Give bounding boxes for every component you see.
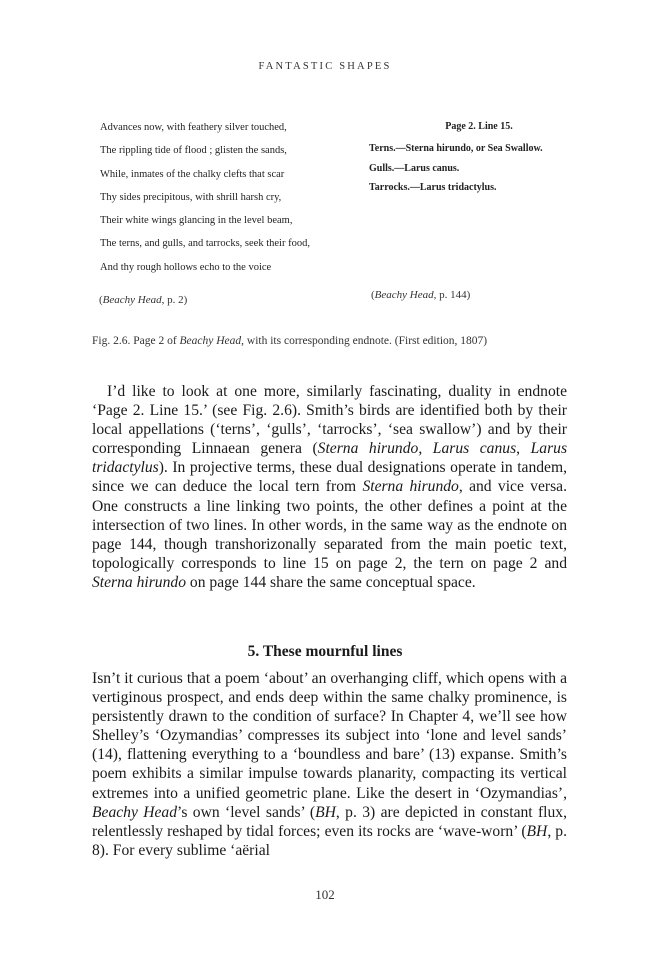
poem-line: And thy rough hollows echo to the voice (100, 261, 272, 273)
endnote-excerpt (369, 121, 579, 198)
endnote-line: Terns.—Sterna hirundo, or Sea Swallow. (369, 143, 543, 154)
endnote-line: Tarrocks.—Larus tridactylus. (369, 182, 497, 193)
poem-line: While, inmates of the chalky clefts that scar (100, 168, 285, 180)
source-title: Beachy Head (374, 289, 434, 301)
section-heading: 5. These mournful lines (247, 643, 403, 660)
figure-2-6 (97, 110, 577, 360)
poem-line: Their white wings glancing in the level beam, (100, 215, 293, 227)
body-paragraph-2: Isn’t it curious that a poem ‘about’ an overhanging cliff, which opens with a vertiginous prospect, and ends deep within the same chalky prominence, is persistently drawn to the condition of surface? In Chapter 4, we’ll see how Shelley’s ‘Ozymandias’ compresses its subject into ‘lone and level sands’ (14), flattening everything to a ‘boundless and bare’ (13) expanse. Smith’s poem exhibits a similar impulse towards planarity, compacting its vertical extremes into a unified geometric plane. Like the desert in ‘Ozymandias’, Beachy Head’s own ‘level sands’ (BH, p. 3) are depicted in constant flux, relentlessly reshaped by tidal forces; even its rocks are ‘wave-worn’ (BH, p. 8). For every sublime ‘aërial (92, 670, 568, 859)
poem-line: Thy sides precipitous, with shrill harsh cry, (100, 191, 282, 203)
source-label-left: (Beachy Head, p. 2) (99, 294, 188, 306)
running-head: FANTASTIC SHAPES (258, 61, 392, 72)
poem-line: The terns, and gulls, and tarrocks, seek their food, (100, 238, 310, 250)
source-page: , p. 2) (161, 294, 188, 306)
figure-caption: Fig. 2.6. Page 2 of Beachy Head, with its corresponding endnote. (First edition, 1807) (92, 335, 488, 347)
source-page: , p. 144) (433, 289, 471, 301)
source-title: Beachy Head (102, 294, 162, 306)
caption-title: Beachy Head (179, 335, 242, 347)
source-label-right: (Beachy Head, p. 144) (371, 289, 471, 301)
body-paragraph-1: I’d like to look at one more, similarly fascinating, duality in endnote ‘Page 2. Line 15.’ (see Fig. 2.6). Smith’s birds are identified both by their local appellations (‘terns’, ‘gulls’, ‘tarrocks’, ‘sea swallow’) and by their corresponding Linnaean genera (Sterna hirundo, Larus canus, Larus tridactylus). In projective terms, these dual designations operate in tandem, since we can deduce the local tern from Sterna hirundo, and vice versa. One constructs a line linking two points, the other defines a point at the intersection of two lines. In other words, in the same way as the endnote on page 144, though transhorizonally separated from the main poetic text, topologically corresponds to line 15 on page 2, the tern on page 2 and Sterna hirundo on page 144 share the same conceptual space. (92, 383, 568, 591)
endnote-line: Gulls.—Larus canus. (369, 162, 460, 174)
endnote-heading: Page 2. Line 15. (445, 121, 513, 132)
page-number: 102 (315, 887, 335, 902)
poem-excerpt (100, 116, 350, 279)
poem-line: The rippling tide of flood ; glisten the sands, (100, 145, 287, 157)
poem-line: Advances now, with feathery silver touched, (100, 122, 287, 133)
